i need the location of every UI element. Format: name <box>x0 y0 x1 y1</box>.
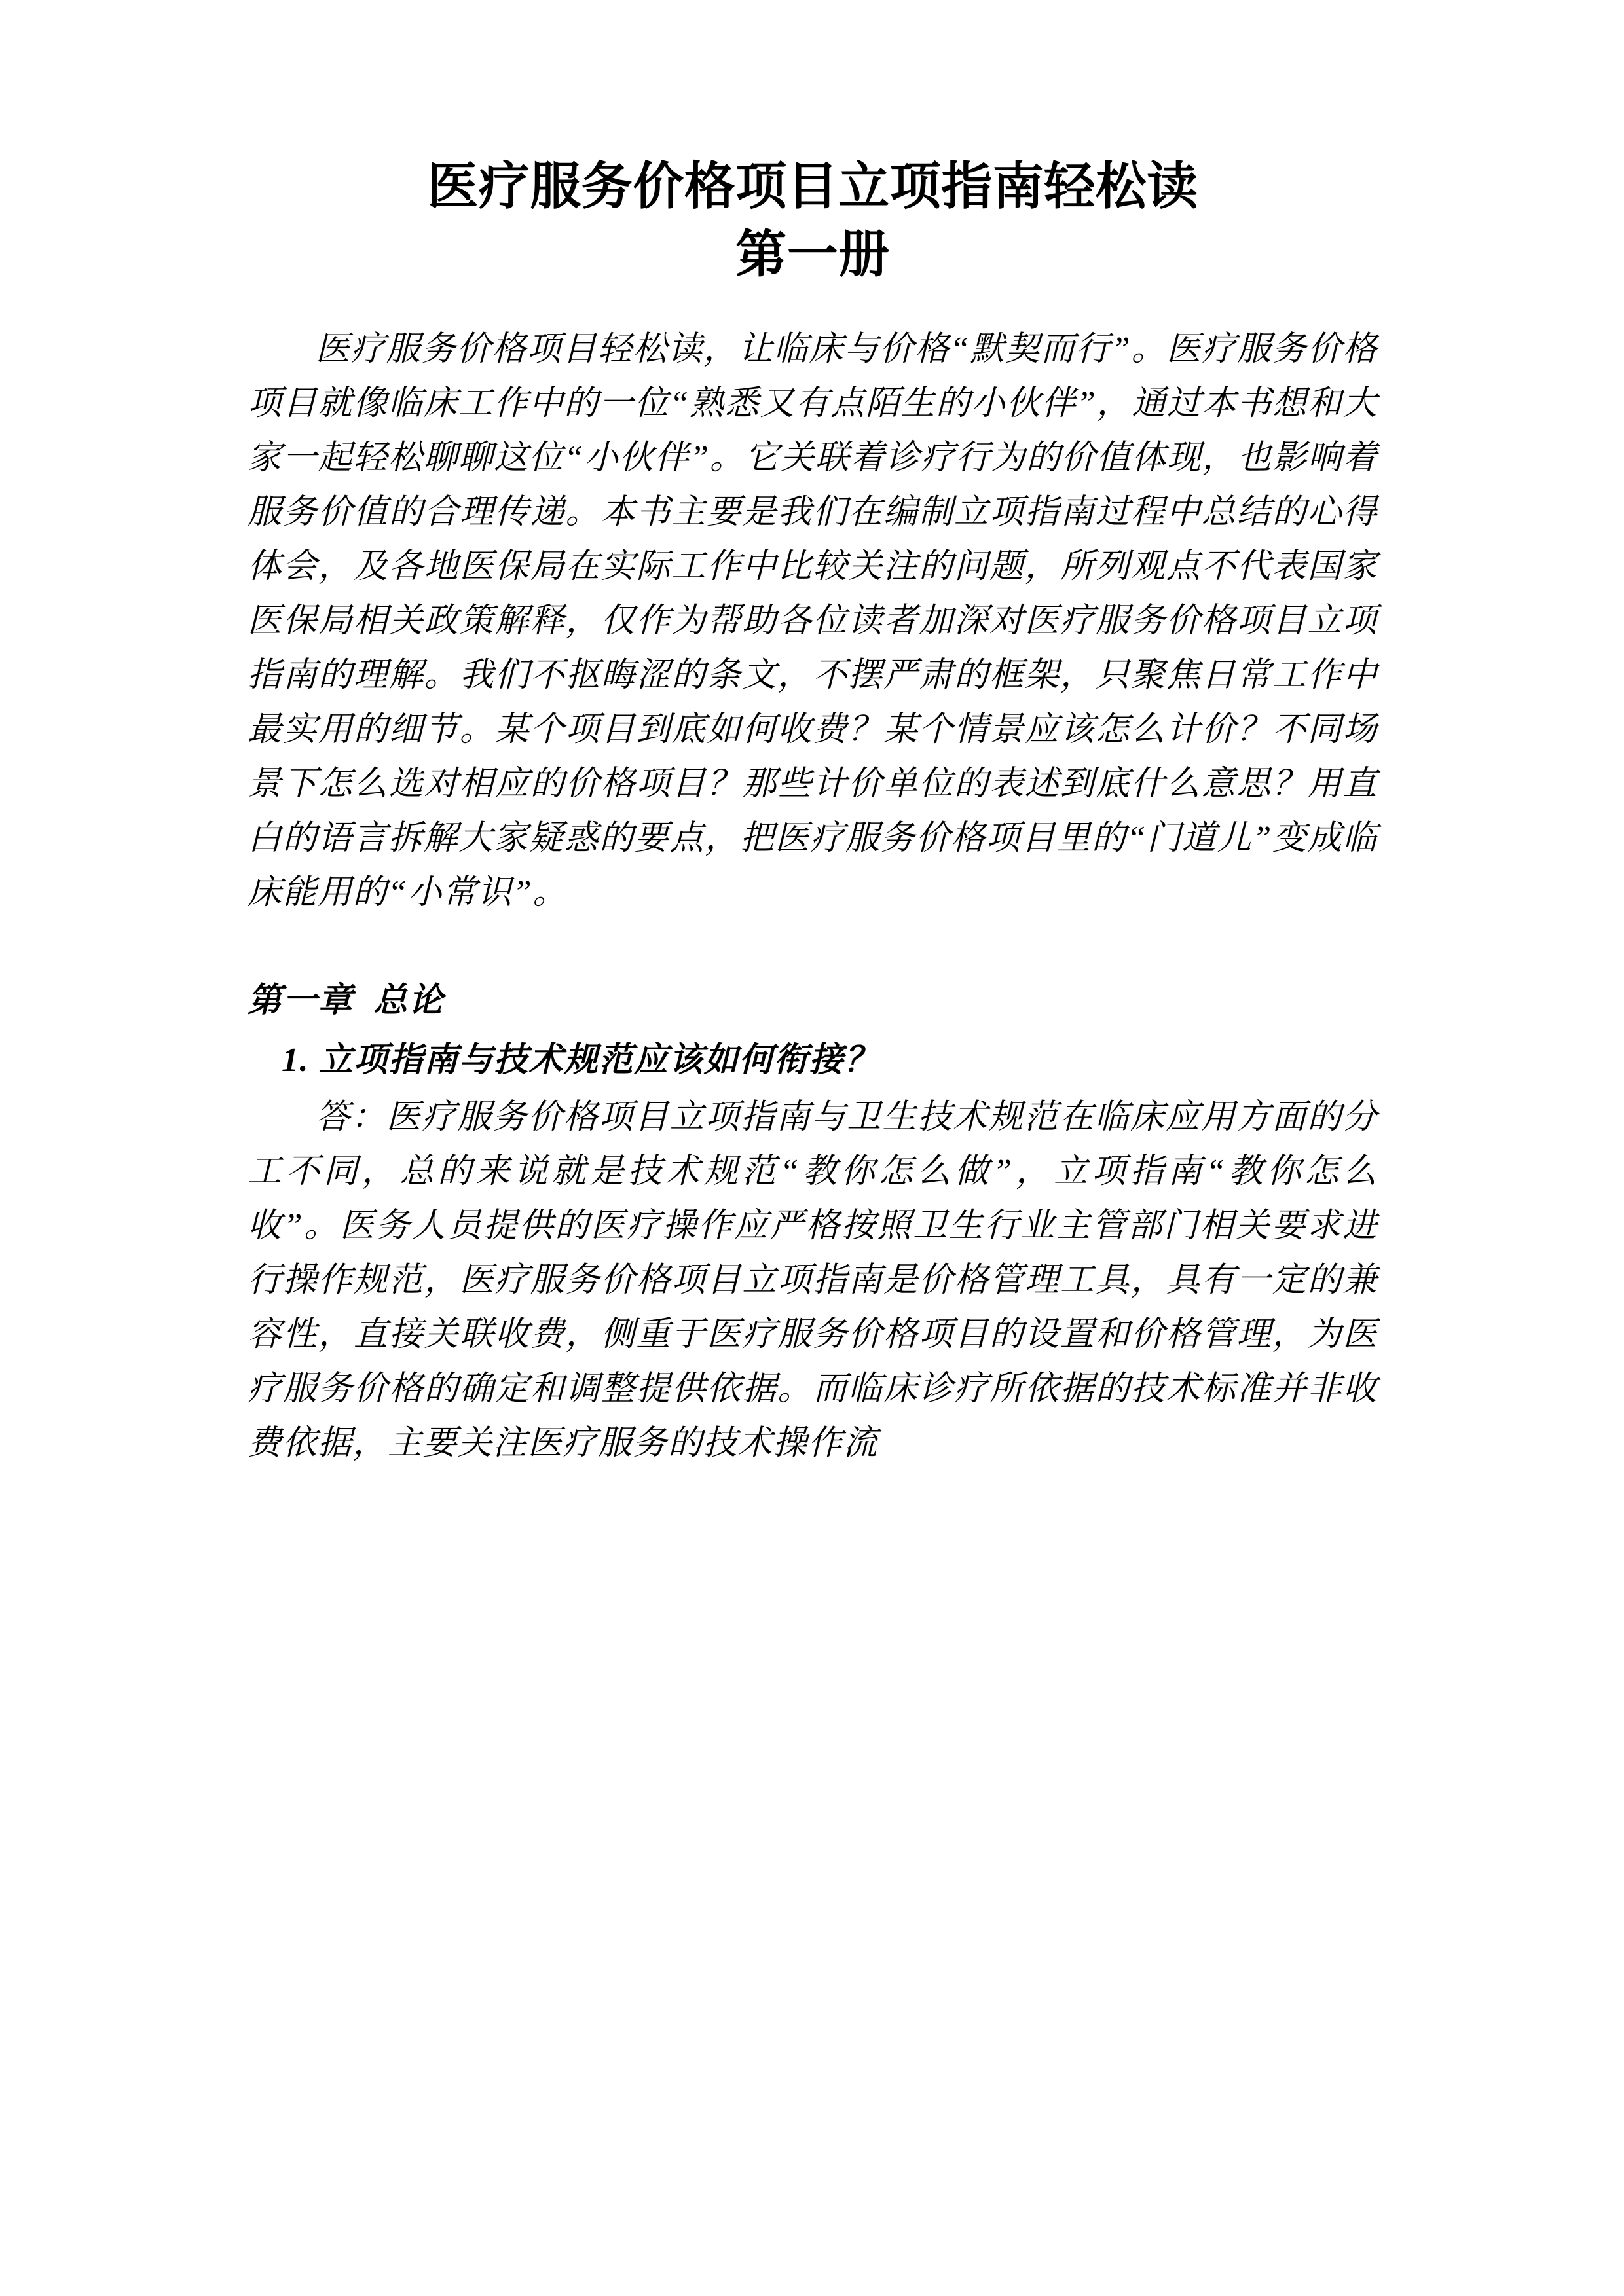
document-title-line-2: 第一册 <box>735 225 890 283</box>
chapter-heading: 第一章 总论 <box>248 982 445 1020</box>
answer-paragraph-1: 答：医疗服务价格项目立项指南与卫生技术规范在临床应用方面的分工不同，总的来说就是技术规范“教你怎么做”，立项指南“教你怎么收”。医务人员提供的医疗操作应严格按照卫生行业主管部门相关要求进行操作规范，医疗服务价格项目立项指南是价格管理工具，具有一定的兼容性，直接关联收费，侧重于医疗服务价格项目的设置和价格管理，为医疗服务价格的确定和调整提供依据。而临床诊疗所依据的技术标准并非收费依据，主要关注医疗服务的技术操作流 <box>248 1099 1378 1463</box>
spacer-before-chapter <box>248 920 1378 974</box>
page-content-column <box>248 0 1378 1470</box>
spacer-before-question <box>248 1028 1378 1033</box>
question-heading-1: 1. 立项指南与技术规范应该如何衔接？ <box>282 1042 879 1080</box>
intro-paragraph: 医疗服务价格项目轻松读，让临床与价格“默契而行”。医疗服务价格项目就像临床工作中的一位“熟悉又有点陌生的小伙伴”，通过本书想和大家一起轻松聊聊这位“小伙伴”。它关联着诊疗行为的价值体现，也影响着服务价值的合理传递。本书主要是我们在编制立项指南过程中总结的心得体会，及各地医保局在实际工作中比较关注的问题，所列观点不代表国家医保局相关政策解释，仅作为帮助各位读者加深对医疗服务价格项目立项指南的理解。我们不抠晦涩的条文，不摆严肃的框架，只聚焦日常工作中最实用的细节。某个项目到底如何收费？某个情景应该怎么计价？不同场景下怎么选对相应的价格项目？那些计价单位的表述到底什么意思？用直白的语言拆解大家疑惑的要点，把医疗服务价格项目里的“门道儿”变成临床能用的“小常识”。 <box>248 331 1378 912</box>
document-title-line-1: 医疗服务价格项目立项指南轻松读 <box>427 157 1198 215</box>
document-title <box>248 152 1378 288</box>
document-body <box>248 322 1378 1470</box>
